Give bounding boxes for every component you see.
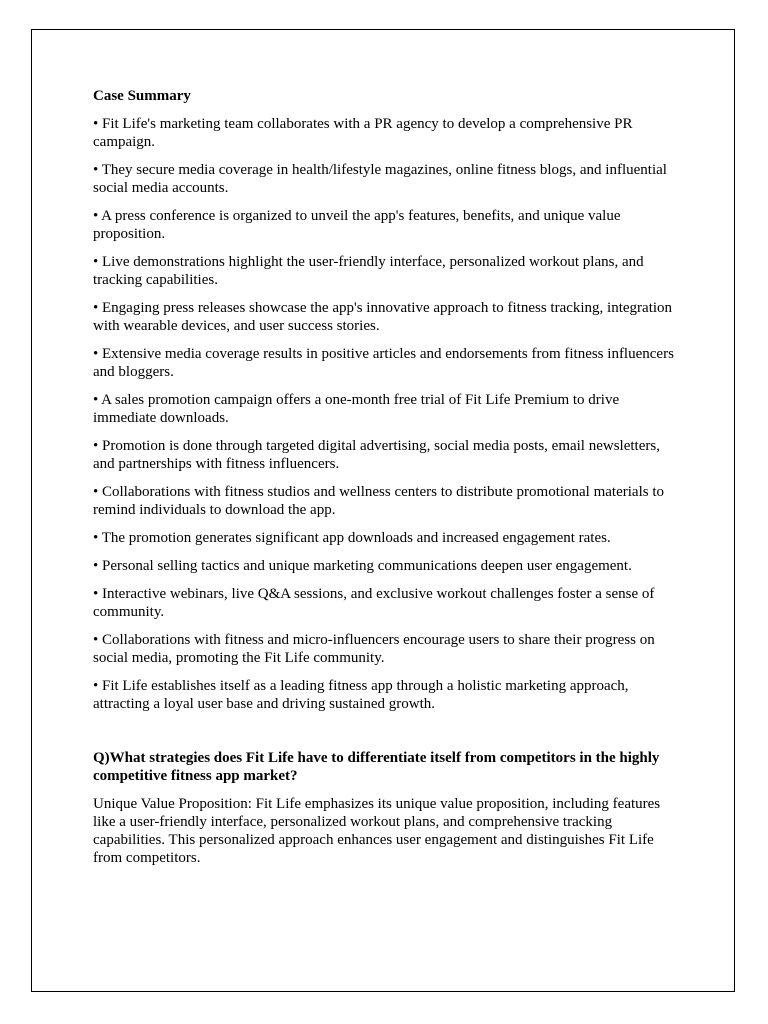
bullet-item: • Collaborations with fitness studios and wellness centers to distribute promotional materials to remind individuals to download the app. [93, 484, 664, 518]
bullet-item: • They secure media coverage in health/lifestyle magazines, online fitness blogs, and influential social media accounts. [93, 162, 667, 196]
bullet-item: • Interactive webinars, live Q&A sessions, and exclusive workout challenges foster a sense of community. [93, 586, 655, 620]
bullet-item: • Promotion is done through targeted digital advertising, social media posts, email newsletters, and partnerships with fitness influencers. [93, 438, 660, 472]
bullet-item: • Live demonstrations highlight the user-friendly interface, personalized workout plans, and tracking capabilities. [93, 254, 644, 288]
bullet-item: • Extensive media coverage results in positive articles and endorsements from fitness influencers and bloggers. [93, 346, 674, 380]
bullet-item: • A press conference is organized to unveil the app's features, benefits, and unique value proposition. [93, 208, 621, 242]
bullet-item: • Collaborations with fitness and micro-influencers encourage users to share their progress on social media, promoting the Fit Life community. [93, 632, 655, 666]
document-body [93, 87, 681, 867]
bullet-item: • Fit Life establishes itself as a leading fitness app through a holistic marketing approach, attracting a loyal user base and driving sustained growth. [93, 678, 629, 712]
bullet-item: • Fit Life's marketing team collaborates with a PR agency to develop a comprehensive PR campaign. [93, 116, 633, 150]
bullet-list [93, 115, 681, 713]
question-heading: Q)What strategies does Fit Life have to differentiate itself from competitors in the highly competitive fitness app market? [93, 750, 660, 784]
answer-paragraph: Unique Value Proposition: Fit Life emphasizes its unique value proposition, including features like a user-friendly interface, personalized workout plans, and comprehensive tracking capabilities. This personalized approach enhances user engagement and distinguishes Fit Life from competitors. [93, 796, 661, 866]
bullet-item: • The promotion generates significant app downloads and increased engagement rates. [93, 530, 611, 546]
case-summary-heading: Case Summary [93, 88, 191, 104]
bullet-item: • Engaging press releases showcase the app's innovative approach to fitness tracking, integration with wearable devices, and user success stories. [93, 300, 673, 334]
bullet-item: • A sales promotion campaign offers a one-month free trial of Fit Life Premium to drive immediate downloads. [93, 392, 620, 426]
bullet-item: • Personal selling tactics and unique marketing communications deepen user engagement. [93, 558, 632, 574]
